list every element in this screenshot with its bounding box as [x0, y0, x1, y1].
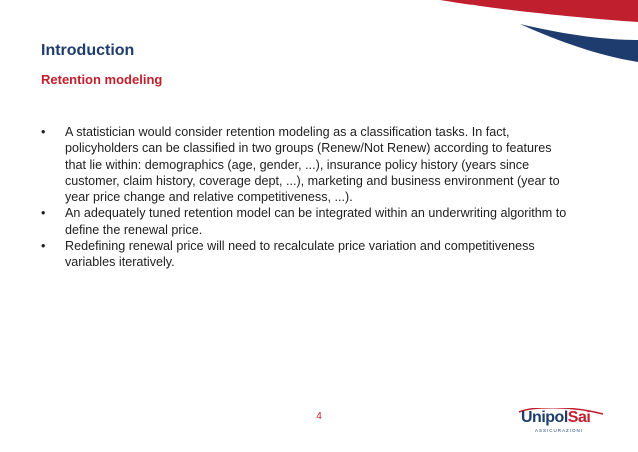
bullet-item	[41, 205, 571, 238]
bullet-marker: •	[41, 239, 46, 254]
bullet-item	[41, 124, 571, 205]
bullet-text: Redefining renewal price will need to recalculate price variation and competitiveness variables iteratively.	[65, 239, 535, 270]
section-subtitle: Retention modeling	[41, 72, 163, 87]
logo-tagline: ASSICURAZIONI	[535, 428, 584, 433]
unipolsai-logo	[513, 408, 609, 438]
bullet-text: A statistician would consider retention modeling as a classification tasks. In fact, policyholders can be classified in two groups (Renew/Not Renew) according to features that lie within: demographics (age, gender, ...), insurance policy history (years since customer, claim history, coverage dept, ...), marketing and business environment (year to year price change and relative competitiveness, ...).	[65, 125, 560, 205]
bullet-text: An adequately tuned retention model can be integrated within an underwriting algorithm to define the renewal price.	[65, 206, 567, 237]
logo-wordmark: UnipolSai	[521, 409, 591, 426]
page-title: Introduction	[41, 42, 135, 59]
bullet-item	[41, 238, 571, 271]
bullet-marker: •	[41, 125, 46, 139]
bullet-list	[41, 124, 571, 271]
page-number: 4	[316, 411, 322, 422]
bullet-marker: •	[41, 206, 46, 221]
